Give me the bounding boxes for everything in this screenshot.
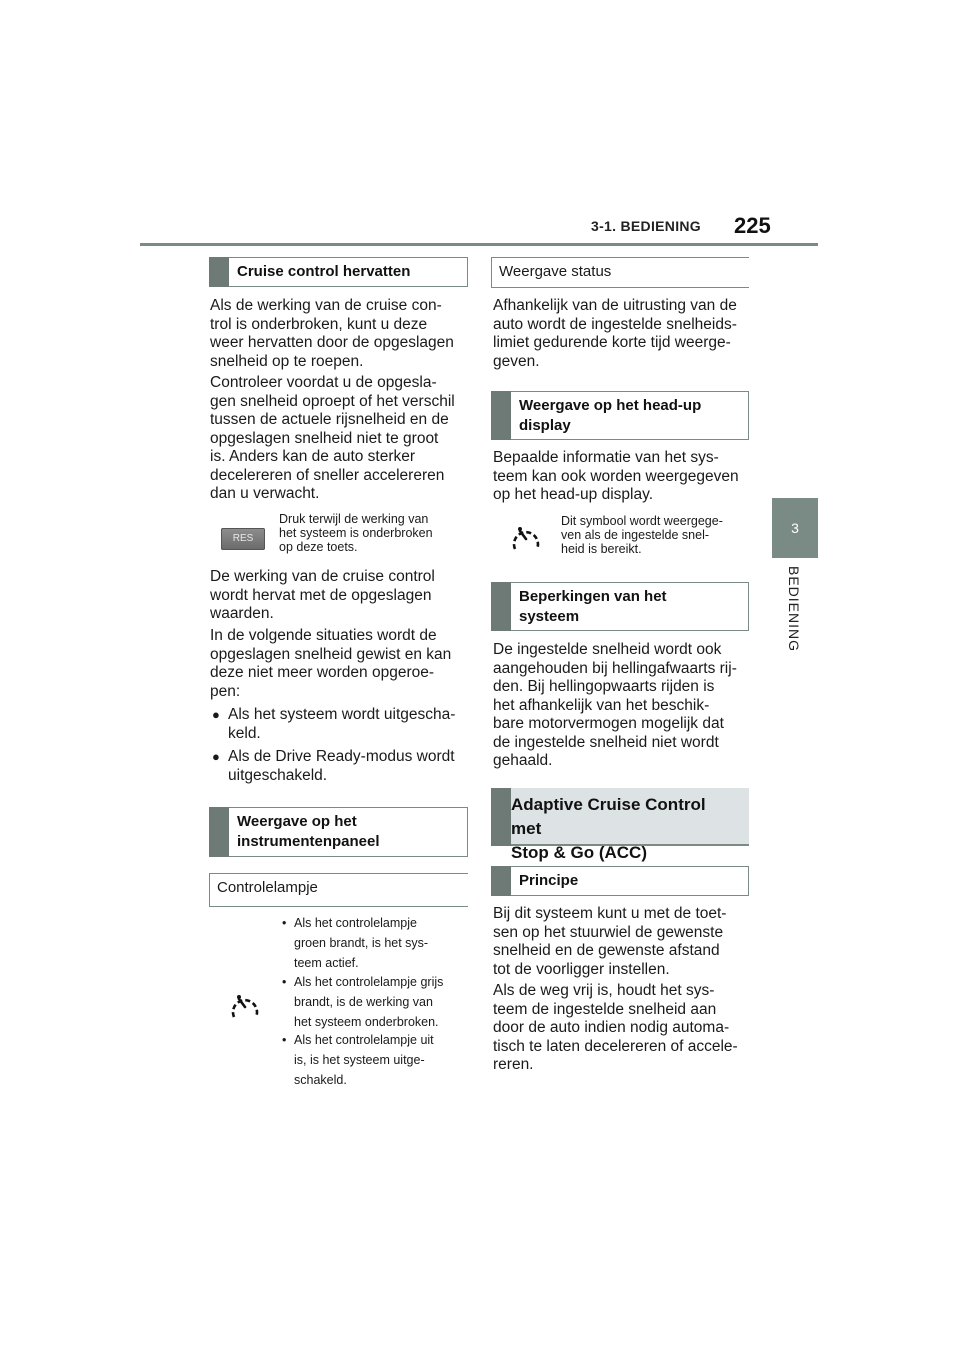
chapter-tab: 3: [772, 498, 818, 558]
speed-reached-icon: [509, 522, 543, 556]
heading-principle: Principe: [491, 866, 749, 896]
res-button-icon: RES: [221, 528, 265, 550]
page-number: 225: [734, 213, 771, 238]
lamp-list-item: • Als het controlelampje grijs brandt, is de werking van het systeem onderbroken.: [282, 972, 443, 1032]
heading-instrument-panel: Weergave op het instrumentenpaneel: [209, 807, 468, 857]
res-note: Druk terwijl de werking van het systeem is onderbroken op deze toets.: [279, 512, 433, 554]
lamp-list-item: • Als het controlelampje uit is, is het systeem uitge- schakeld.: [282, 1030, 434, 1090]
heading-status-display: Weergave status: [491, 257, 749, 288]
heading-acc: Adaptive Cruise Control met Stop & Go (ACC): [491, 788, 749, 846]
heading-head-up-display: Weergave op het head-up display: [491, 391, 749, 440]
paragraph-check-speed: Controleer voordat u de opgesla- gen snelheid oproept of het verschil tussen de actuele rijsnelheid en de opgeslagen snelheid niet te groot is. Anders kan de auto sterker decelereren of sneller accelereren dan u verwacht.: [210, 374, 455, 502]
paragraph-limits: De ingestelde snelheid wordt ook aangehouden bij hellingafwaarts rij- den. Bij hellingopwaarts rijden is het afhankelijk van het beschik- bare motorvermogen mogelijk dat de ingestelde snelheid niet wordt gehaald.: [493, 641, 737, 769]
paragraph-situations: In de volgende situaties wordt de opgeslagen snelheid gewist en kan deze niet meer worden opgeroe- pen:: [210, 627, 452, 700]
header-rule: [140, 243, 818, 246]
cruise-control-icon: [228, 990, 262, 1024]
heading-cruise-control-resume: Cruise control hervatten: [209, 257, 468, 287]
paragraph-principle: Bij dit systeem kunt u met de toet- sen op het stuurwiel de gewenste snelheid en de gewenste afstand tot de voorligger instellen.: [493, 905, 727, 978]
paragraph-resume-intro: Als de werking van de cruise con- trol is onderbroken, kunt u deze weer hervatten door de opgeslagen snelheid op te roepen.: [210, 297, 454, 370]
heading-system-limits: Beperkingen van het systeem: [491, 582, 749, 631]
chapter-label: BEDIENING: [786, 566, 802, 653]
list-item: ● Als het systeem wordt uitgescha- keld.: [210, 706, 455, 743]
paragraph-status: Afhankelijk van de uitrusting van de auto wordt de ingestelde snelheids- limiet gedurende korte tijd weerge- geven.: [493, 297, 737, 370]
lamp-list-item: • Als het controlelampje groen brandt, is het sys- teem actief.: [282, 913, 428, 973]
paragraph-road-clear: Als de weg vrij is, houdt het sys- teem de ingestelde snelheid aan door de auto indien nodig automa- tisch te laten decelereren of accele- reren.: [493, 982, 738, 1073]
section-title: 3-1. BEDIENING: [591, 218, 701, 234]
paragraph-resumed: De werking van de cruise control wordt hervat met de opgeslagen waarden.: [210, 568, 435, 622]
icon-note: Dit symbool wordt weergege- ven als de ingestelde snel- heid is bereikt.: [561, 514, 723, 556]
paragraph-hud: Bepaalde informatie van het sys- teem kan ook worden weergegeven op het head-up display.: [493, 449, 739, 503]
heading-indicator-lamp: Controlelampje: [209, 873, 468, 907]
list-item: ● Als de Drive Ready-modus wordt uitgeschakeld.: [210, 748, 455, 785]
